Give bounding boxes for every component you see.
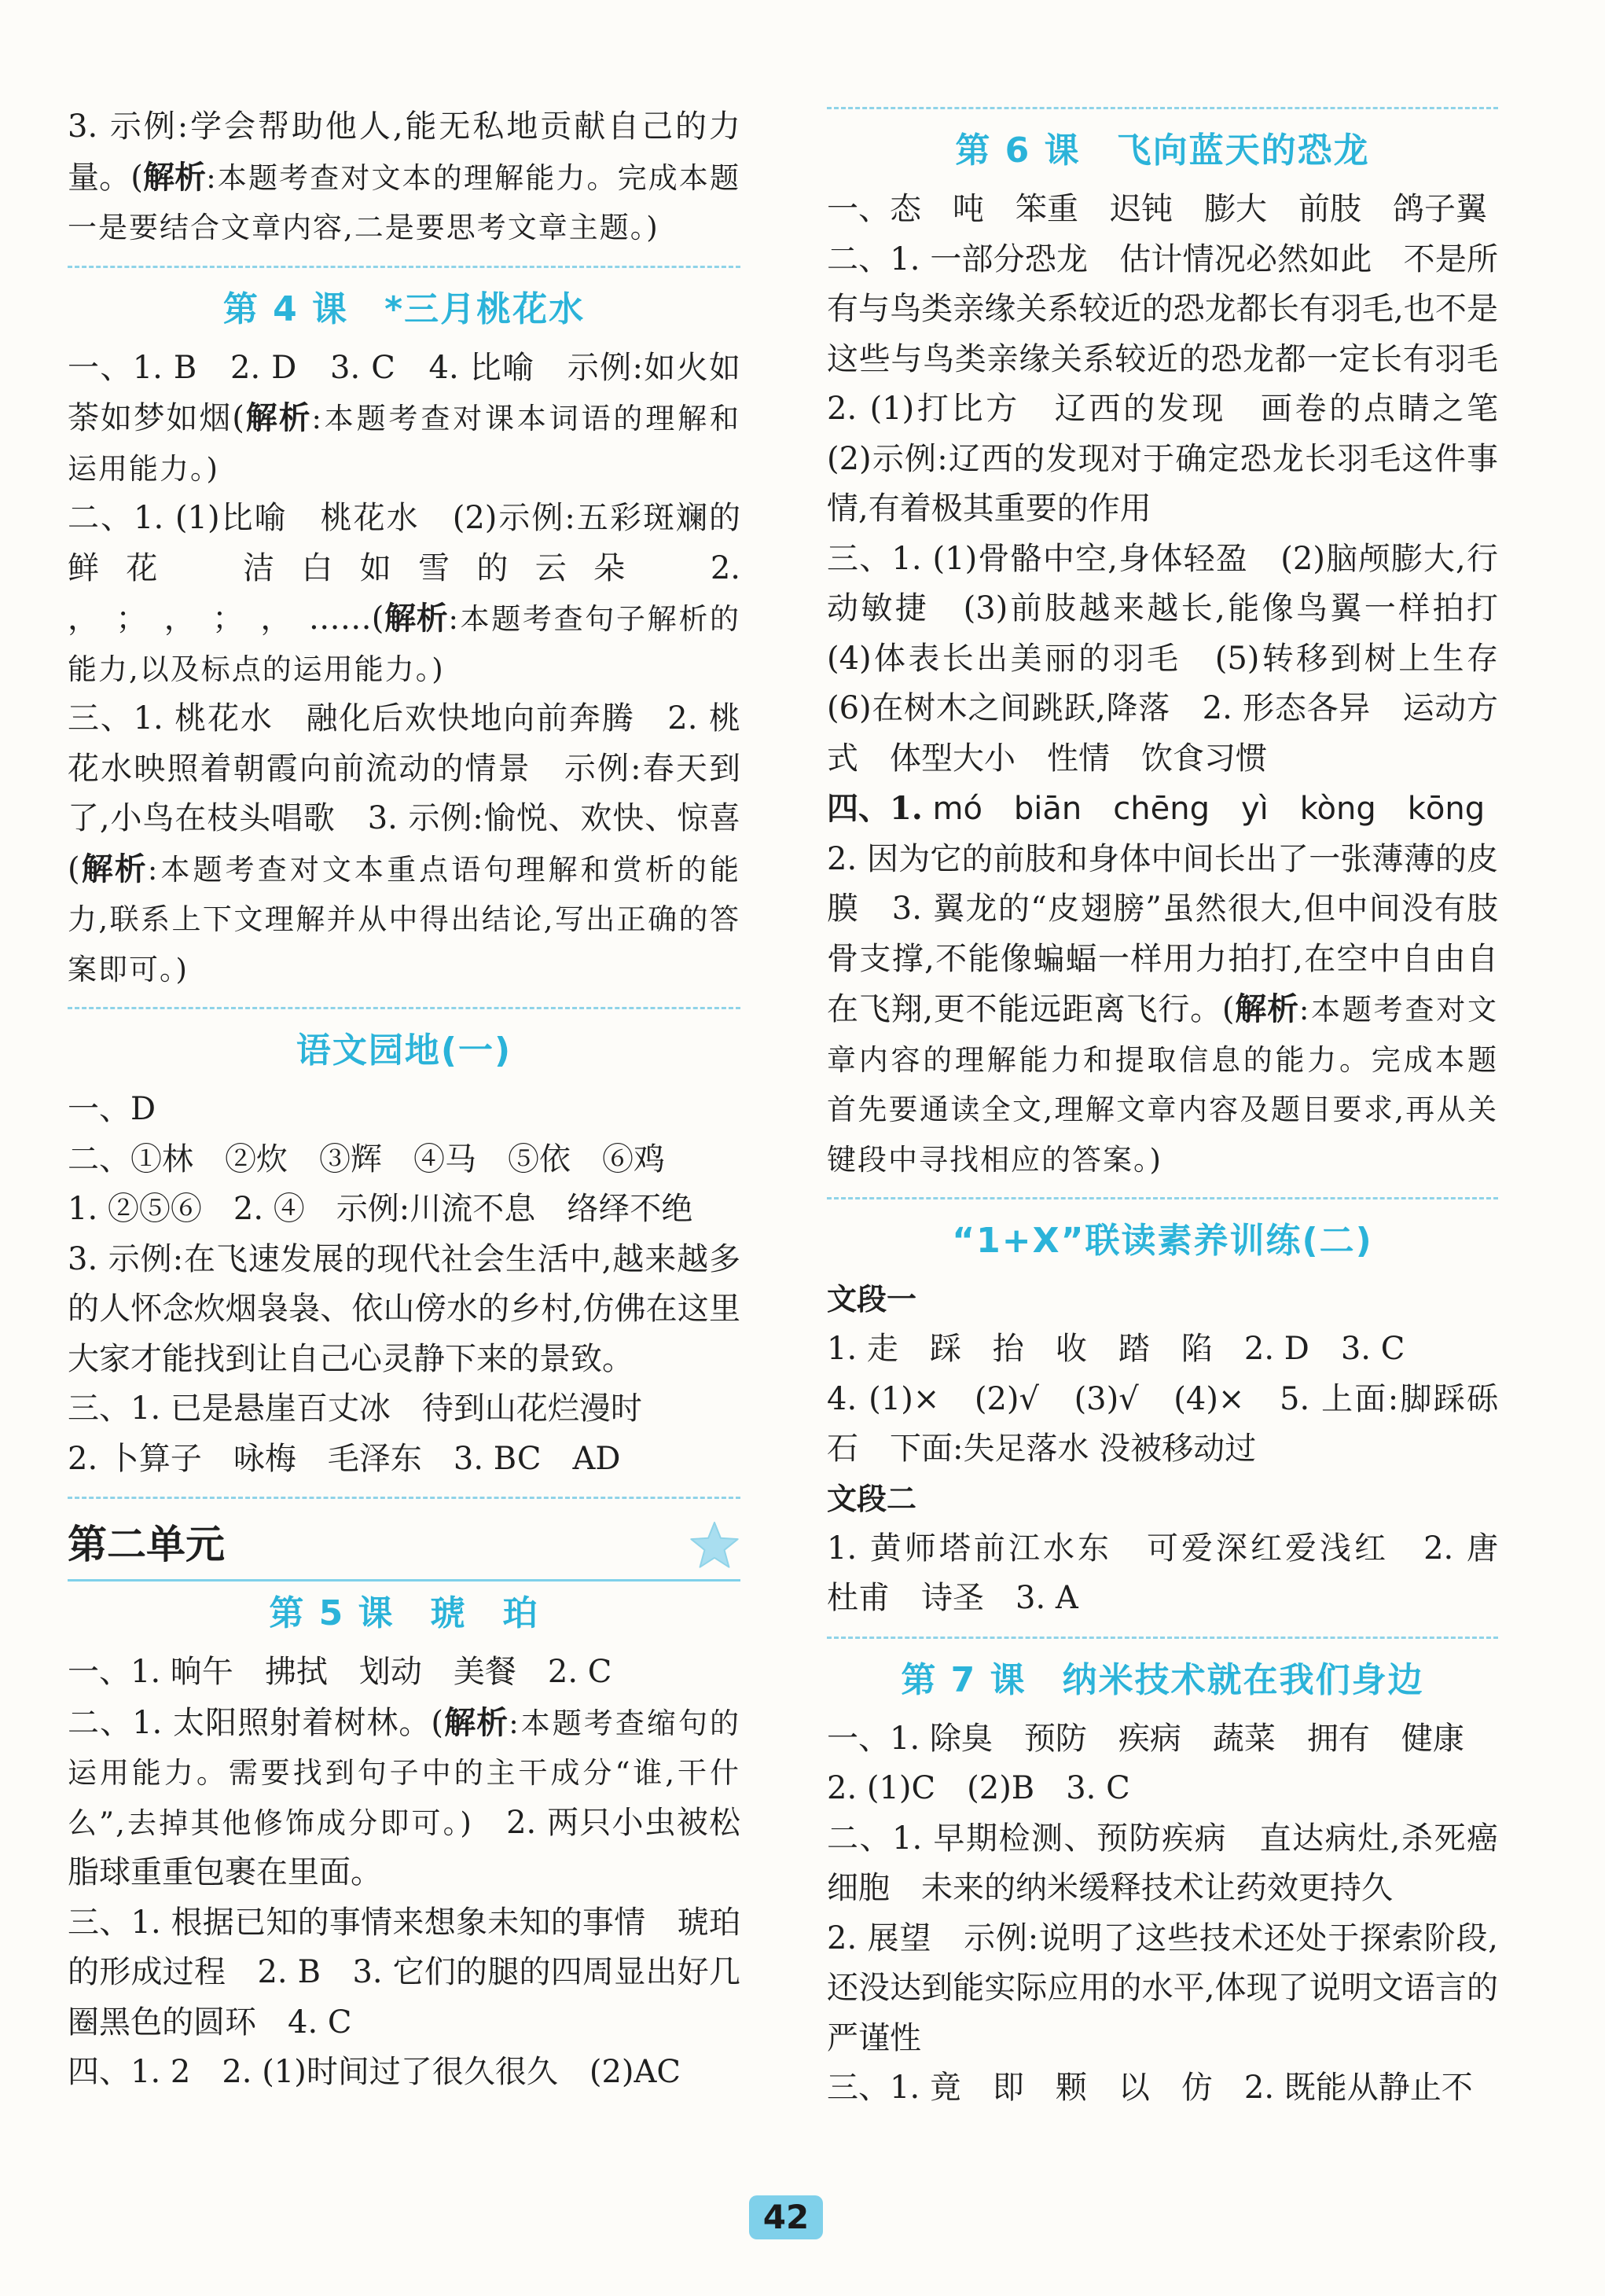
answer-paragraph: 一、1. B 2. D 3. C 4. 比喻 示例:如火如荼如梦如烟(解析:本题考查对课本词语的理解和运用能力。): [68, 349, 740, 486]
answer-paragraph: 四、1. 2 2. (1)时间过了很久很久 (2)AC: [68, 2054, 681, 2090]
section-label: 文段二: [827, 1481, 917, 1516]
section-label: 文段一: [827, 1282, 917, 1317]
answer-paragraph: 1. ②⑤⑥ 2. ④ 示例:川流不息 络绎不绝: [68, 1191, 693, 1227]
section-divider: [68, 266, 740, 268]
page-number: 42: [749, 2195, 823, 2239]
answer-paragraph: 3. 示例:在飞速发展的现代社会生活中,越来越多的人怀念炊烟袅袅、依山傍水的乡村,仿佛在这里大家才能找到让自己心灵静下来的景致。: [68, 1240, 740, 1377]
answer-paragraph: 2. 卜算子 咏梅 毛泽东 3. BC AD: [68, 1440, 621, 1477]
answer-paragraph: 三、1. 根据已知的事情来想象未知的事情 琥珀的形成过程 2. B 3. 它们的腿的四周显出好几圈黑色的圆环 4. C: [68, 1904, 740, 2041]
answer-paragraph: 4. (1)× (2)√ (3)√ (4)× 5. 上面:脚踩砾石 下面:失足落水 没被移动过: [827, 1380, 1498, 1467]
answer-paragraph: 2. 展望 示例:说明了这些技术还处于探索阶段,还没达到能实际应用的水平,体现了说明文语言的严谨性: [827, 1919, 1498, 2056]
lesson-title: 第 6 课 飞向蓝天的恐龙: [955, 130, 1370, 171]
answer-paragraph: 二、1. (1)比喻 桃花水 (2)示例:五彩斑斓的鲜花 洁白如雪的云朵 2. ， ； ， ； ， ……(解析:本题考查句子解析的能力,以及标点的运用能力。): [68, 500, 741, 686]
answer-paragraph: 一、1. 晌午 拂拭 划动 美餐 2. C: [68, 1654, 612, 1690]
answer-paragraph: 一、态 吨 笨重 迟钝 膨大 前肢 鸽子翼: [827, 191, 1487, 227]
answer-paragraph: 1. 走 踩 抬 收 踏 陷 2. D 3. C: [827, 1331, 1405, 1367]
answer-paragraph: 三、1. (1)骨骼中空,身体轻盈 (2)脑颅膨大,行动敏捷 (3)前肢越来越长,能像鸟翼一样拍打 (4)体表长出美丽的羽毛 (5)转移到树上生存 (6)在树木之间跳跃,降落 2. 形态各异 运动方式 体型大小 性情 饮食习惯: [827, 540, 1530, 777]
answer-paragraph: 三、1. 桃花水 融化后欢快地向前奔腾 2. 桃花水映照着朝霞向前流动的情景 示例:春天到了,小鸟在枝头唱歌 3. 示例:愉悦、欢快、惊喜(解析:本题考查对文本重点语句理解和赏析的能力,联系上下文理解并从中得出结论,写出正确的答案即可。): [68, 700, 741, 986]
answer-paragraph: 三、1. 已是悬崖百丈冰 待到山花烂漫时: [68, 1390, 642, 1427]
left-column: [68, 102, 740, 2098]
answer-paragraph: 三、1. 竟 即 颗 以 仿 2. 既能从静止不: [827, 2070, 1473, 2106]
right-column: [827, 107, 1530, 2114]
answer-paragraph: 四、1. mó biān chēng yì kòng kōng: [827, 790, 1486, 827]
section-divider: [68, 1497, 740, 1499]
answer-paragraph: 2. (1)C (2)B 3. C: [827, 1770, 1130, 1806]
answer-paragraph: 一、1. 除臭 预防 疾病 蔬菜 拥有 健康: [827, 1720, 1464, 1757]
star-icon: [689, 1519, 740, 1571]
lesson-title: 语文园地(一): [296, 1030, 512, 1071]
answer-paragraph: 一、D: [68, 1091, 156, 1127]
section-divider: [68, 1007, 740, 1009]
unit-underline: [68, 1579, 740, 1581]
lesson-title: 第 5 课 琥 珀: [269, 1593, 539, 1633]
lesson-title: 第 7 课 纳米技术就在我们身边: [901, 1659, 1424, 1700]
answer-paragraph: 二、1. 一部分恐龙 估计情况必然如此 不是所有与鸟类亲缘关系较近的恐龙都长有羽毛,也不是这些与鸟类亲缘关系较近的恐龙都一定长有羽毛 2. (1)打比方 辽西的发现 画卷的点睛之笔 (2)示例:辽西的发现对于确定恐龙长羽毛这件事情,有着极其重要的作用: [827, 241, 1530, 527]
unit-title: 第二单元: [68, 1522, 225, 1567]
pinyin: mó biān chēng yì kòng kōng: [922, 791, 1486, 827]
answer-paragraph: 1. 黄师塔前江水东 可爱深红爱浅红 2. 唐 杜甫 诗圣 3. A: [827, 1530, 1530, 1616]
section-divider: [827, 107, 1498, 109]
lesson-title: “1+X”联读素养训练(二): [952, 1221, 1373, 1261]
section-divider: [827, 1197, 1498, 1199]
unit-header: [68, 1515, 740, 1574]
answer-paragraph: 二、①林 ②炊 ③辉 ④马 ⑤依 ⑥鸡: [68, 1141, 665, 1177]
lesson-title: 第 4 课 *三月桃花水: [222, 288, 586, 329]
answer-paragraph: 2. 因为它的前肢和身体中间长出了一张薄薄的皮膜 3. 翼龙的“皮翅膀”虽然很大,但中间没有肢骨支撑,不能像蝙蝠一样用力拍打,在空中自由自在飞翔,更不能远距离飞行。(解析:本题考查对文章内容的理解能力和提取信息的能力。完成本题首先要通读全文,理解文章内容及题目要求,再从关键段中寻找相应的答案。): [827, 840, 1499, 1177]
answer-paragraph: 二、1. 太阳照射着树林。(解析:本题考查缩句的运用能力。需要找到句子中的主干成分“谁,干什么”,去掉其他修饰成分即可。) 2. 两只小虫被松脂球重重包裹在里面。: [68, 1703, 741, 1890]
answer-paragraph: 二、1. 早期检测、预防疾病 直达病灶,杀死癌细胞 未来的纳米缓释技术让药效更持久: [827, 1820, 1498, 1906]
section-divider: [827, 1637, 1498, 1639]
answer-paragraph: 3. 示例:学会帮助他人,能无私地贡献自己的力量。(解析:本题考查对文本的理解能力。完成本题一是要结合文章内容,二是要思考文章主题。): [68, 108, 741, 244]
